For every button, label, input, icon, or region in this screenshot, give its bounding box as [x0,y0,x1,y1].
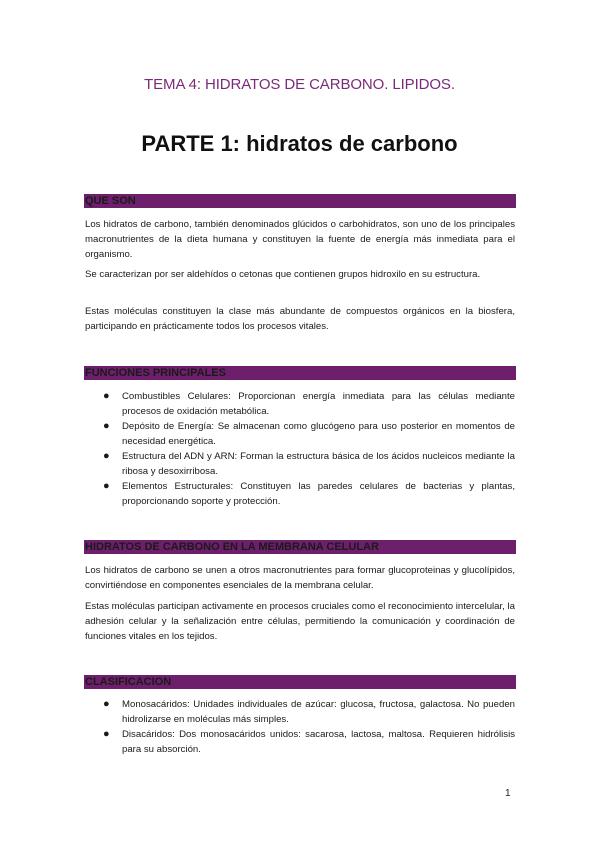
bullet-icon: ● [103,728,110,740]
bullet-icon: ● [103,698,110,710]
part-title: PARTE 1: hidratos de carbono [141,131,458,156]
section-heading-membrana: HIDRATOS DE CARBONO EN LA MEMBRANA CELULAR [84,540,516,554]
bullet-icon: ● [103,420,110,432]
list-item-text: Disacáridos: Dos monosacáridos unidos: sacarosa, lactosa, maltosa. Requieren hidrólisis para su absorción. [122,729,515,755]
paragraph: Se caracterizan por ser aldehídos o cetonas que contienen grupos hidroxilo en su estructura. [85,269,481,280]
section-heading-funciones: FUNCIONES PRINCIPALES [84,366,516,380]
bullet-icon: ● [103,450,110,462]
paragraph: Los hidratos de carbono se unen a otros macronutrientes para formar glucoproteinas y glucolípidos, convirtiéndose en componentes esenciales de la membrana celular. [85,565,515,591]
list-item-text: Elementos Estructurales: Constituyen las paredes celulares de bacterias y plantas, proporcionando soporte y protección. [122,481,515,507]
list-item [85,449,515,479]
list-item-text: Depósito de Energía: Se almacenan como glucógeno para uso posterior en momentos de necesidad energética. [122,421,515,447]
paragraph: Estas moléculas participan activamente en procesos cruciales como el reconocimiento intercelular, la adhesión celular y la señalización entre células, permitiendo la comunicación y coordinación de funciones vitales en los tejidos. [85,601,515,642]
list-item [85,419,515,449]
paragraph: Los hidratos de carbono, también denominados glúcidos o carbohidratos, son uno de los principales macronutrientes de la dieta humana y constituyen la fuente de energía más inmediata para el organismo. [85,219,515,260]
list-item [85,727,515,757]
bullet-icon: ● [103,480,110,492]
bullet-icon: ● [103,390,110,402]
list-item [85,389,515,419]
list-item-text: Estructura del ADN y ARN: Forman la estructura básica de los ácidos nucleicos mediante la ribosa y desoxirribosa. [122,451,515,477]
list-item-text: Combustibles Celulares: Proporcionan energía inmediata para las células mediante procesos de oxidación metabólica. [122,391,515,417]
section-heading-que-son: QUE SON [84,194,516,208]
list-item [85,697,515,727]
classification-list [85,697,515,757]
list-item [85,479,515,509]
page-number: 1 [505,788,511,799]
list-item-text: Monosacáridos: Unidades individuales de azúcar: glucosa, fructosa, galactosa. No pueden hidrolizarse en moléculas más simples. [122,699,515,725]
document-subject-title: TEMA 4: HIDRATOS DE CARBONO. LIPIDOS. [144,76,455,93]
section-heading-clasificacion: CLASIFICACION [84,675,516,689]
functions-list [85,389,515,509]
paragraph: Estas moléculas constituyen la clase más abundante de compuestos orgánicos en la biosfera, participando en prácticamente todos los procesos vitales. [85,306,515,332]
